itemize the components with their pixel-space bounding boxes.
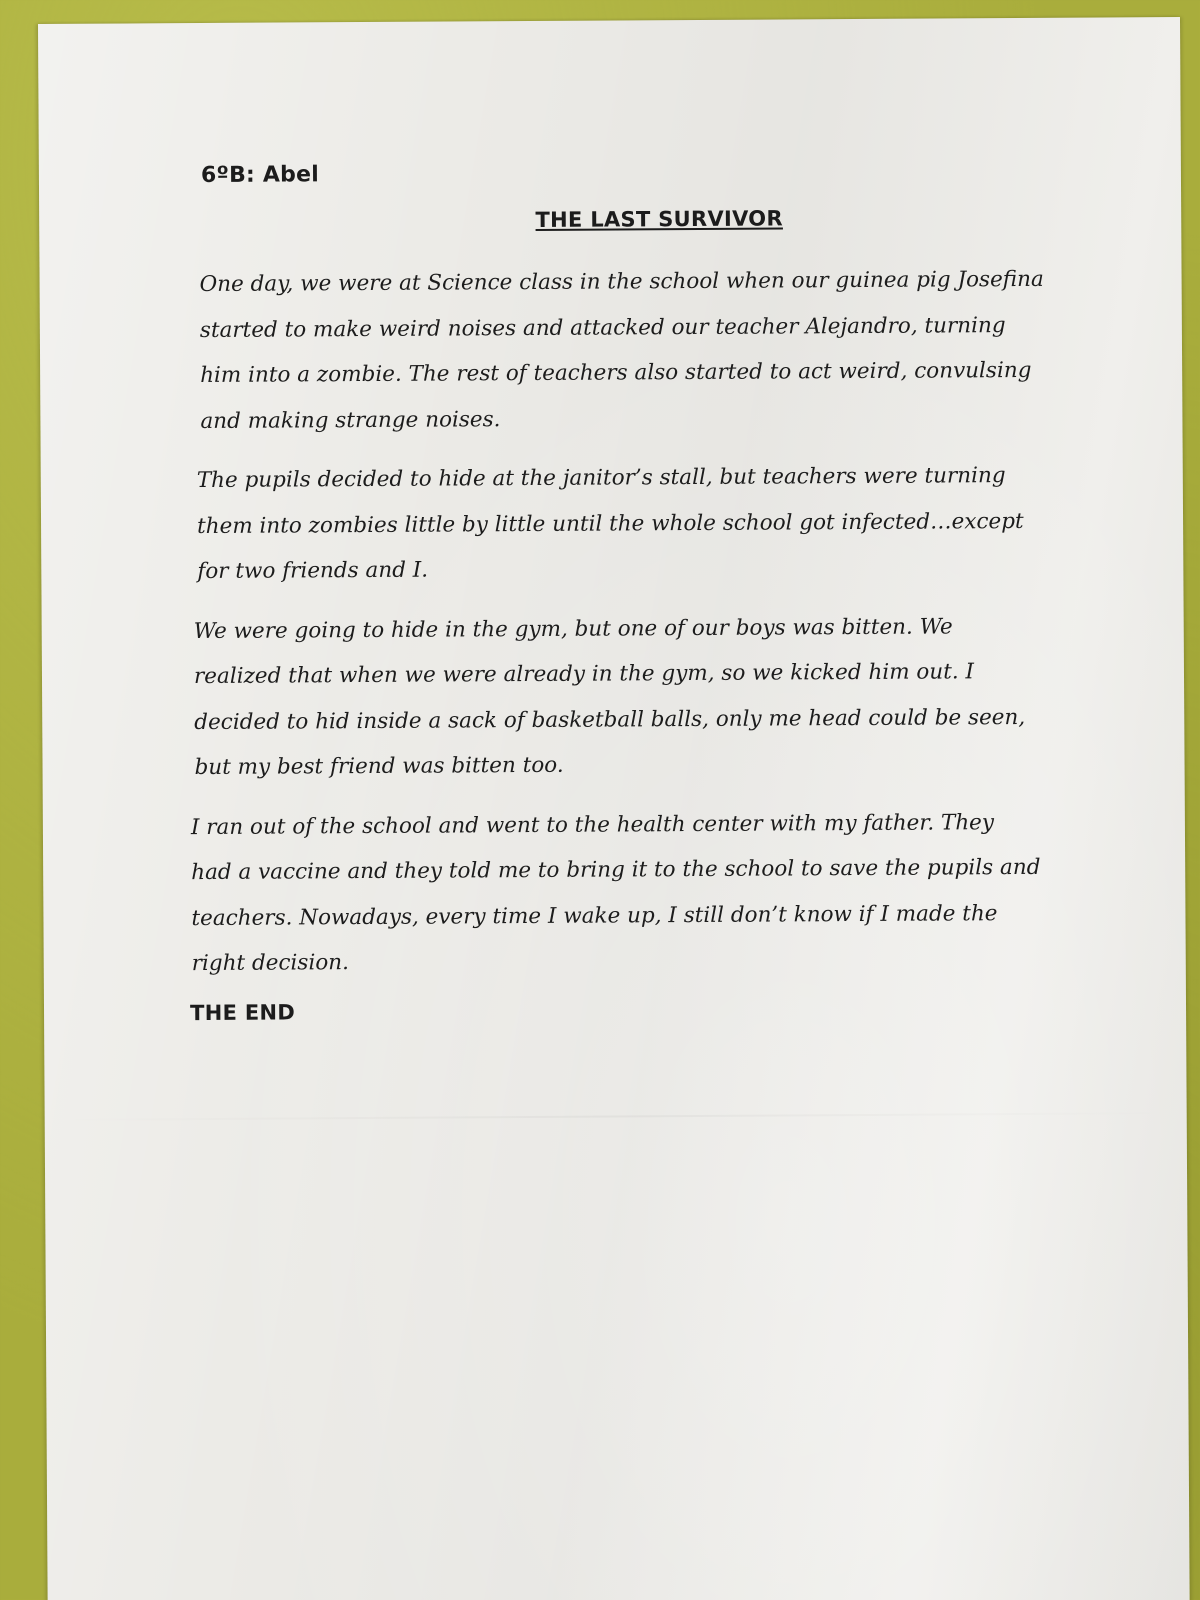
story-closing: THE END bbox=[189, 999, 296, 1025]
story-paragraph-2: The pupils decided to hide at the janitor’s stall, but teachers were turning them into zombies little by little until the whole school got infected…except for two friends and I. bbox=[196, 463, 1024, 585]
paper-crease bbox=[45, 1112, 1187, 1121]
story-title: THE LAST SURVIVOR bbox=[535, 206, 783, 232]
story-paragraph-3: We were going to hide in the gym, but one of our boys was bitten. We realized that when we were already in the gym, so we kicked him out. I decided to hid inside a sack of basketball balls, only me head could be seen, but my best friend was bitten too. bbox=[193, 613, 1026, 781]
story-content bbox=[189, 158, 1094, 1025]
class-and-author-label: 6ºB: Abel bbox=[200, 162, 319, 189]
story-paragraph-4: I ran out of the school and went to the health center with my father. They had a vaccine and they told me to bring it to the school to save the pupils and teachers. Nowadays, every time I wake up, I still don’t know if I made the right decision. bbox=[190, 809, 1041, 977]
paper-sheet bbox=[38, 17, 1190, 1600]
story-paragraph-1: One day, we were at Science class in the school when our guinea pig Josefina started to make weird noises and attacked our teacher Alejandro, turning him into a zombie. The rest of teachers also started to act weird, convulsing and making strange noises. bbox=[199, 266, 1044, 434]
